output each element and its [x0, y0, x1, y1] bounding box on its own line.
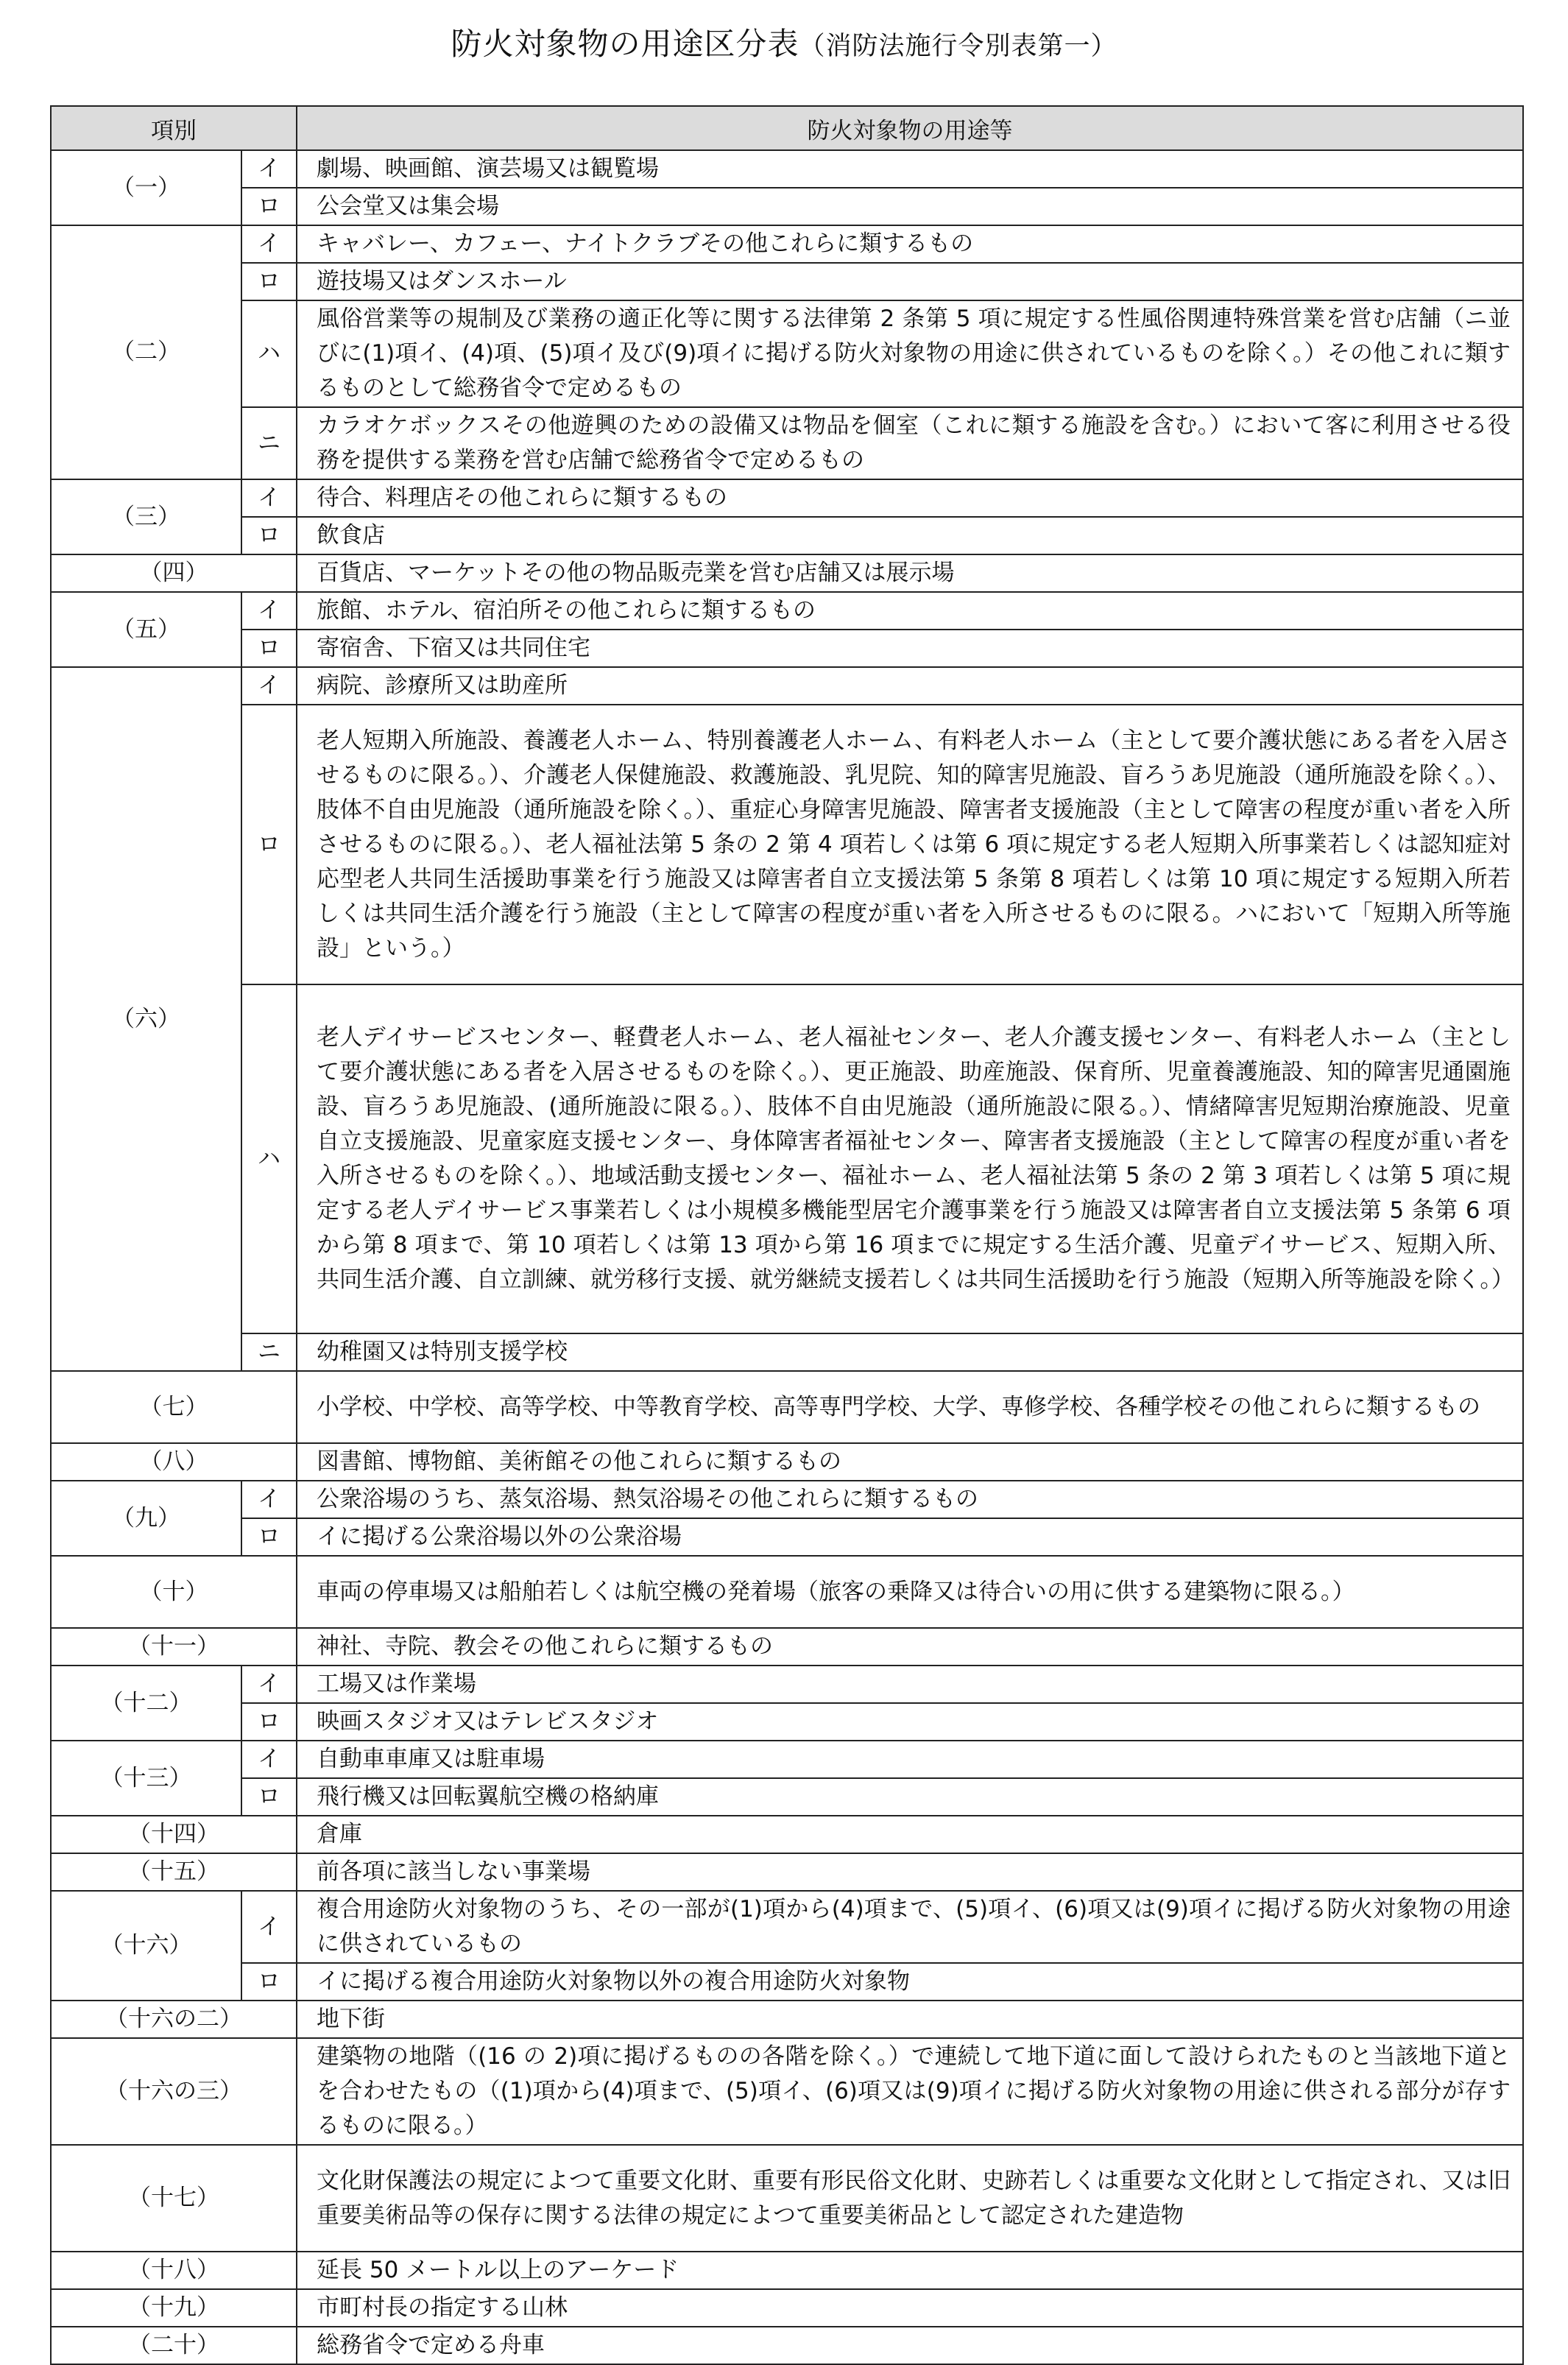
- usage-cell: カラオケボックスその他遊興のための設備又は物品を個室（これに類する施設を含む。）において客に利用させる役務を提供する業務を営む店舗で総務省令で定めるもの: [297, 407, 1523, 479]
- table-row: [51, 517, 1523, 554]
- table-row: [51, 984, 1523, 1333]
- table-row: [51, 667, 1523, 705]
- subcategory-cell: ロ: [241, 1703, 297, 1741]
- subcategory-cell: ロ: [241, 1778, 297, 1816]
- usage-cell: 倉庫: [297, 1816, 1523, 1853]
- table-body: [51, 150, 1523, 2364]
- table-row: [51, 2327, 1523, 2364]
- category-cell: （六）: [51, 667, 241, 1371]
- category-cell: （十七）: [51, 2145, 297, 2252]
- subcategory-cell: ロ: [241, 517, 297, 554]
- usage-cell: 市町村長の指定する山林: [297, 2289, 1523, 2327]
- usage-cell: 図書館、博物館、美術館その他これらに類するもの: [297, 1443, 1523, 1481]
- category-cell: （三）: [51, 479, 241, 554]
- table-row: [51, 263, 1523, 300]
- usage-cell: 神社、寺院、教会その他これらに類するもの: [297, 1628, 1523, 1666]
- category-cell: （七）: [51, 1371, 297, 1443]
- usage-cell: 旅館、ホテル、宿泊所その他これらに類するもの: [297, 592, 1523, 630]
- category-cell: （十二）: [51, 1666, 241, 1741]
- subcategory-cell: ロ: [241, 1963, 297, 2001]
- subcategory-cell: ロ: [241, 1518, 297, 1556]
- subcategory-cell: ロ: [241, 630, 297, 667]
- table-row: [51, 1666, 1523, 1703]
- table-row: [51, 225, 1523, 263]
- usage-cell: 飲食店: [297, 517, 1523, 554]
- subcategory-cell: ロ: [241, 188, 297, 225]
- usage-cell: キャバレー、カフェー、ナイトクラブその他これらに類するもの: [297, 225, 1523, 263]
- table-row: [51, 1481, 1523, 1518]
- category-cell: （十六の二）: [51, 2001, 297, 2038]
- table-row: [51, 1778, 1523, 1816]
- table-row: [51, 1628, 1523, 1666]
- category-cell: （十五）: [51, 1853, 297, 1891]
- subcategory-cell: イ: [241, 592, 297, 630]
- table-row: [51, 2252, 1523, 2289]
- table-row: [51, 1963, 1523, 2001]
- usage-cell: 地下街: [297, 2001, 1523, 2038]
- usage-classification-table: [50, 105, 1524, 2365]
- table-row: [51, 300, 1523, 407]
- table-row: [51, 188, 1523, 225]
- table-row: [51, 1853, 1523, 1891]
- subcategory-cell: イ: [241, 1741, 297, 1778]
- table-row: [51, 2145, 1523, 2252]
- subcategory-cell: イ: [241, 150, 297, 188]
- table-row: [51, 479, 1523, 517]
- usage-cell: 延長 50 メートル以上のアーケード: [297, 2252, 1523, 2289]
- category-cell: （十九）: [51, 2289, 297, 2327]
- usage-cell: 幼稚園又は特別支援学校: [297, 1333, 1523, 1371]
- table-row: [51, 1556, 1523, 1628]
- category-cell: （九）: [51, 1481, 241, 1556]
- category-cell: （五）: [51, 592, 241, 667]
- usage-cell: 文化財保護法の規定によつて重要文化財、重要有形民俗文化財、史跡若しくは重要な文化財として指定され、又は旧重要美術品等の保存に関する法律の規定によつて重要美術品として認定された建造物: [297, 2145, 1523, 2252]
- subcategory-cell: イ: [241, 1666, 297, 1703]
- usage-cell: 公衆浴場のうち、蒸気浴場、熱気浴場その他これらに類するもの: [297, 1481, 1523, 1518]
- category-cell: （一）: [51, 150, 241, 225]
- table-row: [51, 630, 1523, 667]
- usage-cell: 映画スタジオ又はテレビスタジオ: [297, 1703, 1523, 1741]
- usage-cell: 車両の停車場又は船舶若しくは航空機の発着場（旅客の乗降又は待合いの用に供する建築物に限る。）: [297, 1556, 1523, 1628]
- table-header-row: [51, 106, 1523, 150]
- table-row: [51, 2001, 1523, 2038]
- usage-cell: 老人短期入所施設、養護老人ホーム、特別養護老人ホーム、有料老人ホーム（主として要介護状態にある者を入居させるものに限る。）、介護老人保健施設、救護施設、乳児院、知的障害児施設、盲ろうあ児施設（通所施設を除く。）、肢体不自由児施設（通所施設を除く。）、重症心身障害児施設、障害者支援施設（主として障害の程度が重い者を入所させるものに限る。）、老人福祉法第 5 条の 2 第 4 項若しくは第 6 項に規定する老人短期入所事業若しくは認知症対応型老人共同生活援助事業を行う施設又は障害者自立支援法第 5 条第 8 項若しくは第 10 項に規定する短期入所若しくは共同生活介護を行う施設（主として障害の程度が重い者を入所させるものに限る。ハにおいて「短期入所等施設」という。）: [297, 705, 1523, 984]
- category-cell: （十三）: [51, 1741, 241, 1816]
- table-row: [51, 1443, 1523, 1481]
- table-row: [51, 1816, 1523, 1853]
- usage-cell: 飛行機又は回転翼航空機の格納庫: [297, 1778, 1523, 1816]
- usage-cell: イに掲げる公衆浴場以外の公衆浴場: [297, 1518, 1523, 1556]
- subcategory-cell: イ: [241, 1481, 297, 1518]
- category-cell: （十）: [51, 1556, 297, 1628]
- title-main: 防火対象物の用途区分表: [451, 26, 799, 62]
- usage-cell: 複合用途防火対象物のうち、その一部が(1)項から(4)項まで、(5)項イ、(6)項又は(9)項イに掲げる防火対象物の用途に供されているもの: [297, 1891, 1523, 1963]
- subcategory-cell: ロ: [241, 263, 297, 300]
- table-row: [51, 2289, 1523, 2327]
- header-category: 項別: [51, 106, 297, 150]
- category-cell: （二）: [51, 225, 241, 479]
- table-row: [51, 592, 1523, 630]
- subcategory-cell: ニ: [241, 1333, 297, 1371]
- usage-cell: 風俗営業等の規制及び業務の適正化等に関する法律第 2 条第 5 項に規定する性風俗関連特殊営業を営む店舗（ニ並びに(1)項イ、(4)項、(5)項イ及び(9)項イに掲げる防火対象物の用途に供されているものを除く。）その他これに類するものとして総務省令で定めるもの: [297, 300, 1523, 407]
- table-row: [51, 1371, 1523, 1443]
- table-row: [51, 1703, 1523, 1741]
- usage-cell: 前各項に該当しない事業場: [297, 1853, 1523, 1891]
- category-cell: （四）: [51, 554, 297, 592]
- subcategory-cell: ニ: [241, 407, 297, 479]
- title-sub: （消防法施行令別表第一）: [799, 32, 1117, 61]
- usage-cell: 建築物の地階（(16 の 2)項に掲げるものの各階を除く。）で連続して地下道に面して設けられたものと当該地下道とを合わせたもの（(1)項から(4)項まで、(5)項イ、(6)項又は(9)項イに掲げる防火対象物の用途に供される部分が存するものに限る。）: [297, 2038, 1523, 2145]
- subcategory-cell: ハ: [241, 300, 297, 407]
- subcategory-cell: イ: [241, 479, 297, 517]
- usage-cell: 百貨店、マーケットその他の物品販売業を営む店舗又は展示場: [297, 554, 1523, 592]
- usage-cell: 総務省令で定める舟車: [297, 2327, 1523, 2364]
- page-title: [0, 21, 1568, 70]
- subcategory-cell: イ: [241, 667, 297, 705]
- usage-cell: 老人デイサービスセンター、軽費老人ホーム、老人福祉センター、老人介護支援センター、有料老人ホーム（主として要介護状態にある者を入居させるものを除く。）、更正施設、助産施設、保育所、児童養護施設、知的障害児通園施設、盲ろうあ児施設、(通所施設に限る。）、肢体不自由児施設（通所施設に限る。）、情緒障害児短期治療施設、児童自立支援施設、児童家庭支援センター、身体障害者福祉センター、障害者支援施設（主として障害の程度が重い者を入所させるものを除く。）、地域活動支援センター、福祉ホーム、老人福祉法第 5 条の 2 第 3 項若しくは第 5 項に規定する老人デイサービス事業若しくは小規模多機能型居宅介護事業を行う施設又は障害者自立支援法第 5 条第 6 項から第 8 項まで、第 10 項若しくは第 13 項から第 16 項までに規定する生活介護、児童デイサービス、短期入所、共同生活介護、自立訓練、就労移行支援、就労継続支援若しくは共同生活援助を行う施設（短期入所等施設を除く。）: [297, 984, 1523, 1333]
- category-cell: （十六の三）: [51, 2038, 297, 2145]
- table-row: [51, 150, 1523, 188]
- category-cell: （十一）: [51, 1628, 297, 1666]
- subcategory-cell: ロ: [241, 705, 297, 984]
- category-cell: （十四）: [51, 1816, 297, 1853]
- usage-cell: 劇場、映画館、演芸場又は観覧場: [297, 150, 1523, 188]
- usage-cell: 公会堂又は集会場: [297, 188, 1523, 225]
- category-cell: （十八）: [51, 2252, 297, 2289]
- table-row: [51, 705, 1523, 984]
- subcategory-cell: イ: [241, 225, 297, 263]
- usage-cell: 寄宿舎、下宿又は共同住宅: [297, 630, 1523, 667]
- category-cell: （十六）: [51, 1891, 241, 2001]
- table-row: [51, 1891, 1523, 1963]
- category-cell: （八）: [51, 1443, 297, 1481]
- table-row: [51, 1741, 1523, 1778]
- table-row: [51, 407, 1523, 479]
- header-usage: 防火対象物の用途等: [297, 106, 1523, 150]
- usage-cell: 自動車車庫又は駐車場: [297, 1741, 1523, 1778]
- usage-cell: 遊技場又はダンスホール: [297, 263, 1523, 300]
- usage-cell: イに掲げる複合用途防火対象物以外の複合用途防火対象物: [297, 1963, 1523, 2001]
- usage-cell: 小学校、中学校、高等学校、中等教育学校、高等専門学校、大学、専修学校、各種学校その他これらに類するもの: [297, 1371, 1523, 1443]
- usage-cell: 工場又は作業場: [297, 1666, 1523, 1703]
- category-cell: （二十）: [51, 2327, 297, 2364]
- usage-cell: 病院、診療所又は助産所: [297, 667, 1523, 705]
- table-row: [51, 1518, 1523, 1556]
- table-row: [51, 554, 1523, 592]
- table-row: [51, 2038, 1523, 2145]
- usage-cell: 待合、料理店その他これらに類するもの: [297, 479, 1523, 517]
- subcategory-cell: ハ: [241, 984, 297, 1333]
- table-row: [51, 1333, 1523, 1371]
- subcategory-cell: イ: [241, 1891, 297, 1963]
